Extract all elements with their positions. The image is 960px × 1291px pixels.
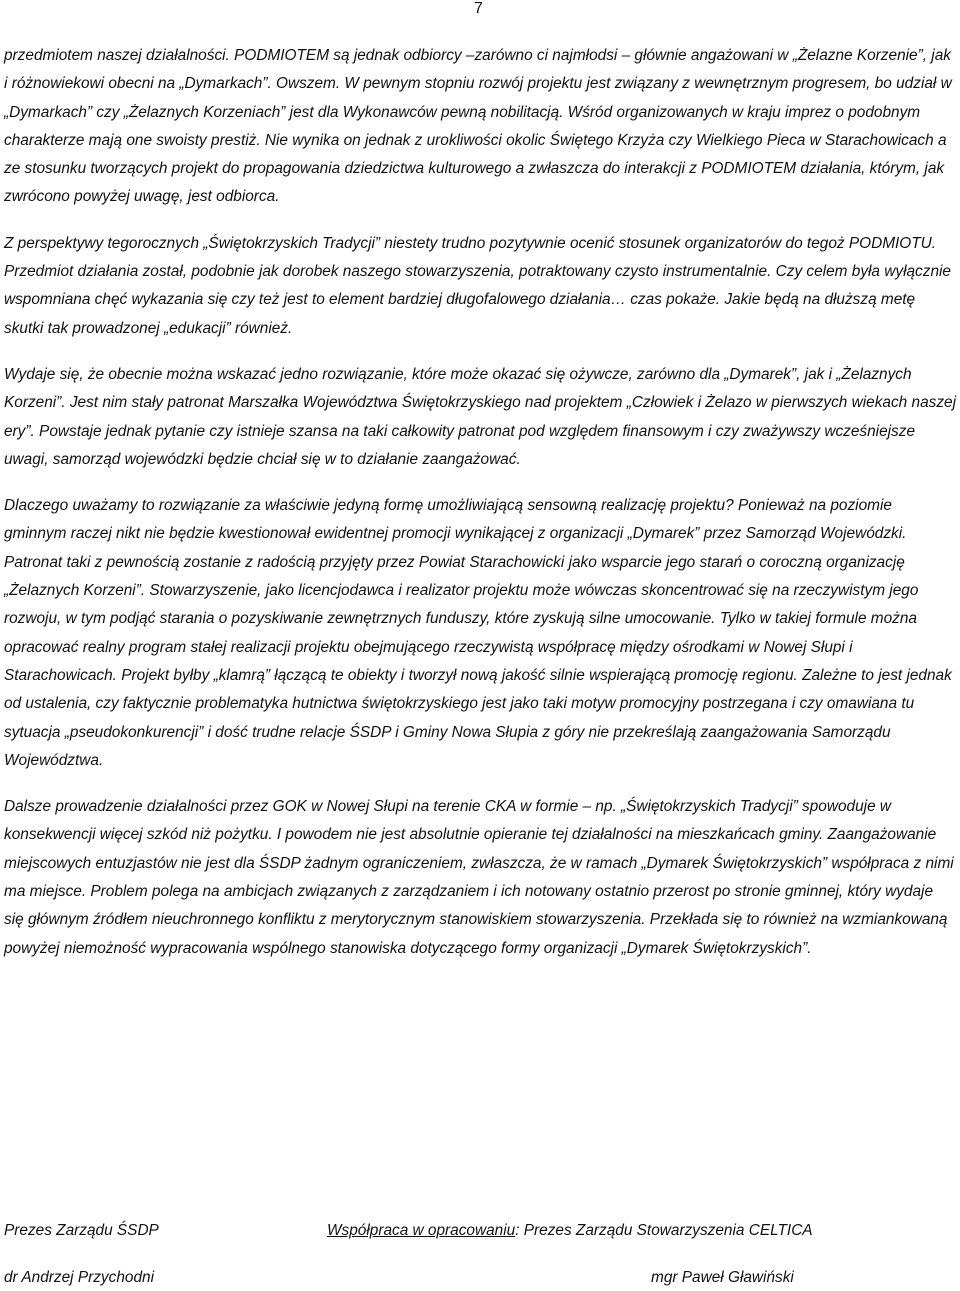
page-number: 7	[474, 0, 483, 17]
paragraph-text: Wydaje się, że obecnie można wskazać jedno rozwiązanie, które może okazać się ożywcze, zarówno dla „Dymarek”, jak i „Żelaznych Korzeni”. Jest nim stały patronat Marszałka Województwa Świętokrzyskiego nad projektem „Człowiek i Żelazo w pierwszych wiekach naszej ery”. Powstaje jednak pytanie czy istnieje szansa na taki całkowity patronat pod względem finansowym i czy zważywszy wcześniejsze uwagi, samorząd wojewódzki będzie chciał się w to działanie zaangażować.	[4, 365, 957, 468]
signature-right-name: mgr Paweł Gławiński	[651, 1269, 794, 1286]
signature-left-name: dr Andrzej Przychodni	[4, 1269, 154, 1286]
paragraph-4	[4, 492, 956, 775]
paragraph-2	[4, 230, 956, 343]
signature-right-role: : Prezes Zarządu Stowarzyszenia CELTICA	[515, 1222, 813, 1239]
signature-left-title: Prezes Zarządu ŚSDP	[4, 1222, 159, 1239]
cooperation-label: Współpraca w opracowaniu	[327, 1222, 516, 1239]
paragraph-text: Dlaczego uważamy to rozwiązanie za właściwie jedyną formę umożliwiającą sensowną realizację projektu? Ponieważ na poziomie gminnym raczej nikt nie będzie kwestionował ewidentnej promocji wynikającej z organizacji „Dymarek” przez Samorząd Wojewódzki. Patronat taki z pewnością zostanie z radością przyjęty przez Powiat Starachowicki jako wsparcie jego starań o coroczną organizację „Żelaznych Korzeni”. Stowarzyszenie, jako licencjodawca i realizator projektu może wówczas skoncentrować się na rzeczywistym jego rozwoju, w tym podjąć starania o pozyskiwanie zewnętrznych funduszy, które zyskują silne umocowanie. Tylko w takiej formule można opracować realny program stałej realizacji projektu obejmującego rzeczywistą współpracę między ośrodkami w Nowej Słupi i Starachowicach. Projekt byłby „klamrą” łączącą te obiekty i tworzył nową jakość silnie wspierającą promocję regionu. Zależne to jest jednak od ustalenia, czy faktycznie problematyka hutnictwa świętokrzyskiego jest jako taki motyw promocyjny postrzegana i czy omawiana tu sytuacja „pseudokonkurencji” i dość trudne relacje ŚSDP i Gminy Nowa Słupia z góry nie przekreślają zaangażowania Samorządu Województwa.	[4, 497, 952, 769]
paragraph-text: Dalsze prowadzenie działalności przez GOK w Nowej Słupi na terenie CKA w formie – np. „Świętokrzyskich Tradycji” spowoduje w konsekwencji więcej szkód niż pożytku. I powodem nie jest absolutnie opieranie tej działalności na mieszkańcach gminy. Zaangażowanie miejscowych entuzjastów nie jest dla ŚSDP żadnym ograniczeniem, zwłaszcza, że w ramach „Dymarek Świętokrzyskich” współpraca z nimi ma miejsce. Problem polega na ambicjach związanych z zarządzaniem i ich notowany ostatnio przerost po stronie gminnej, który wydaje się głównym źródłem nieuchronnego konfliktu z merytorycznym stanowiskiem stowarzyszenia. Przekłada się to również na wzmiankowaną powyżej niemożność wypracowania wspólnego stanowiska dotyczącego formy organizacji „Dymarek Świętokrzyskich”.	[4, 798, 954, 957]
paragraph-5	[4, 793, 956, 963]
paragraph-1	[4, 42, 956, 212]
document-body	[4, 42, 956, 981]
signature-right-title	[327, 1221, 813, 1241]
paragraph-text: Z perspektywy tegorocznych „Świętokrzyskich Tradycji” niestety trudno pozytywnie ocenić stosunek organizatorów do tegoż PODMIOTU. Przedmiot działania został, podobnie jak dorobek naszego stowarzyszenia, potraktowany czysto instrumentalnie. Czy celem była wyłącznie wspomniana chęć wykazania się czy też jest to element bardziej długofalowego działania… czas pokaże. Jakie będą na dłuższą metę skutki tak prowadzonej „edukacji” również.	[4, 234, 951, 337]
paragraph-3	[4, 361, 956, 474]
paragraph-text: przedmiotem naszej działalności. PODMIOTEM są jednak odbiorcy –zarówno ci najmłodsi – głównie angażowani w „Żelazne Korzenie”, jak i różnowiekowi obecni na „Dymarkach”. Owszem. W pewnym stopniu rozwój projektu jest związany z wewnętrznym progresem, bo udział w „Dymarkach” czy „Żelaznych Korzeniach” jest dla Wykonawców pewną nobilitacją. Wśród organizowanych w kraju imprez o podobnym charakterze mają one swoisty prestiż. Nie wynika on jednak z urokliwości okolic Świętego Krzyża czy Wielkiego Pieca w Starachowicach a ze stosunku tworzących projekt do propagowania dziedzictwa kulturowego a zwłaszcza do interakcji z PODMIOTEM działania, którym, jak zwrócono powyżej uwagę, jest odbiorca.	[4, 47, 952, 206]
